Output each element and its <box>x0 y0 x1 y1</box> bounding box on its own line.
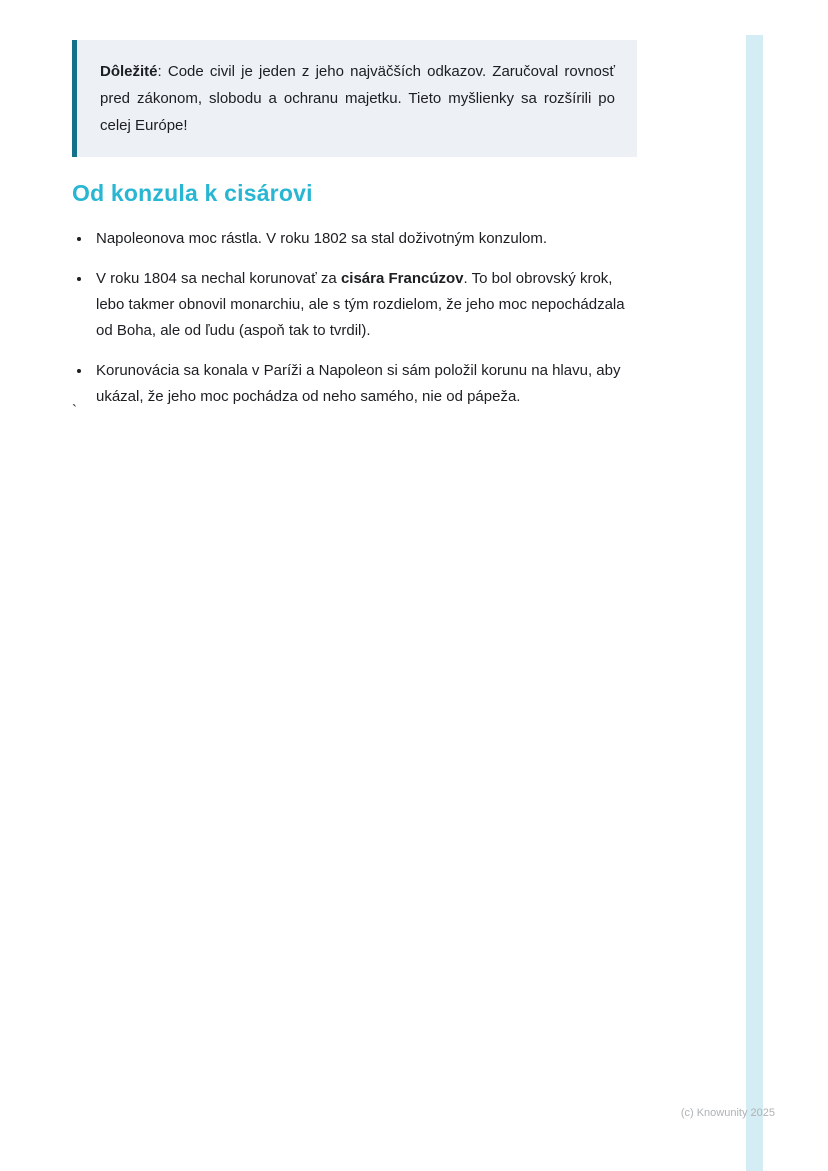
list-item <box>92 266 637 344</box>
list-item <box>92 226 637 252</box>
callout-label: Dôležité <box>100 63 158 80</box>
list-item <box>92 358 637 410</box>
bullet-list <box>72 226 637 424</box>
list-item-bold: cisára Francúzov <box>340 270 464 287</box>
section-heading: Od konzula k cisárovi <box>72 180 313 206</box>
important-callout <box>72 40 637 157</box>
footer-credit: (c) Knowunity 2025 <box>680 1107 775 1119</box>
list-item-text: Napoleonova moc rástla. V roku 1802 sa stal doživotným konzulom. <box>96 230 548 247</box>
list-item-text: . To bol obrovský krok, lebo takmer obnovil monarchiu, ale s tým rozdielom, že jeho moc nepochádzala od Boha, ale od ľudu (aspoň tak to tvrdil). <box>96 270 625 339</box>
page-edge-stripe <box>746 35 763 1171</box>
callout-text: : Code civil je jeden z jeho najväčších odkazov. Zaručoval rovnosť pred zákonom, slobodu a ochranu majetku. Tieto myšlienky sa rozšírili po celej Európe! <box>100 63 615 134</box>
stray-backtick: ` <box>72 402 77 419</box>
list-item-text: V roku 1804 sa nechal korunovať za <box>96 270 341 287</box>
list-item-text: Korunovácia sa konala v Paríži a Napoleon si sám položil korunu na hlavu, aby ukázal, že jeho moc pochádza od neho samého, nie od pápeža. <box>96 362 621 405</box>
